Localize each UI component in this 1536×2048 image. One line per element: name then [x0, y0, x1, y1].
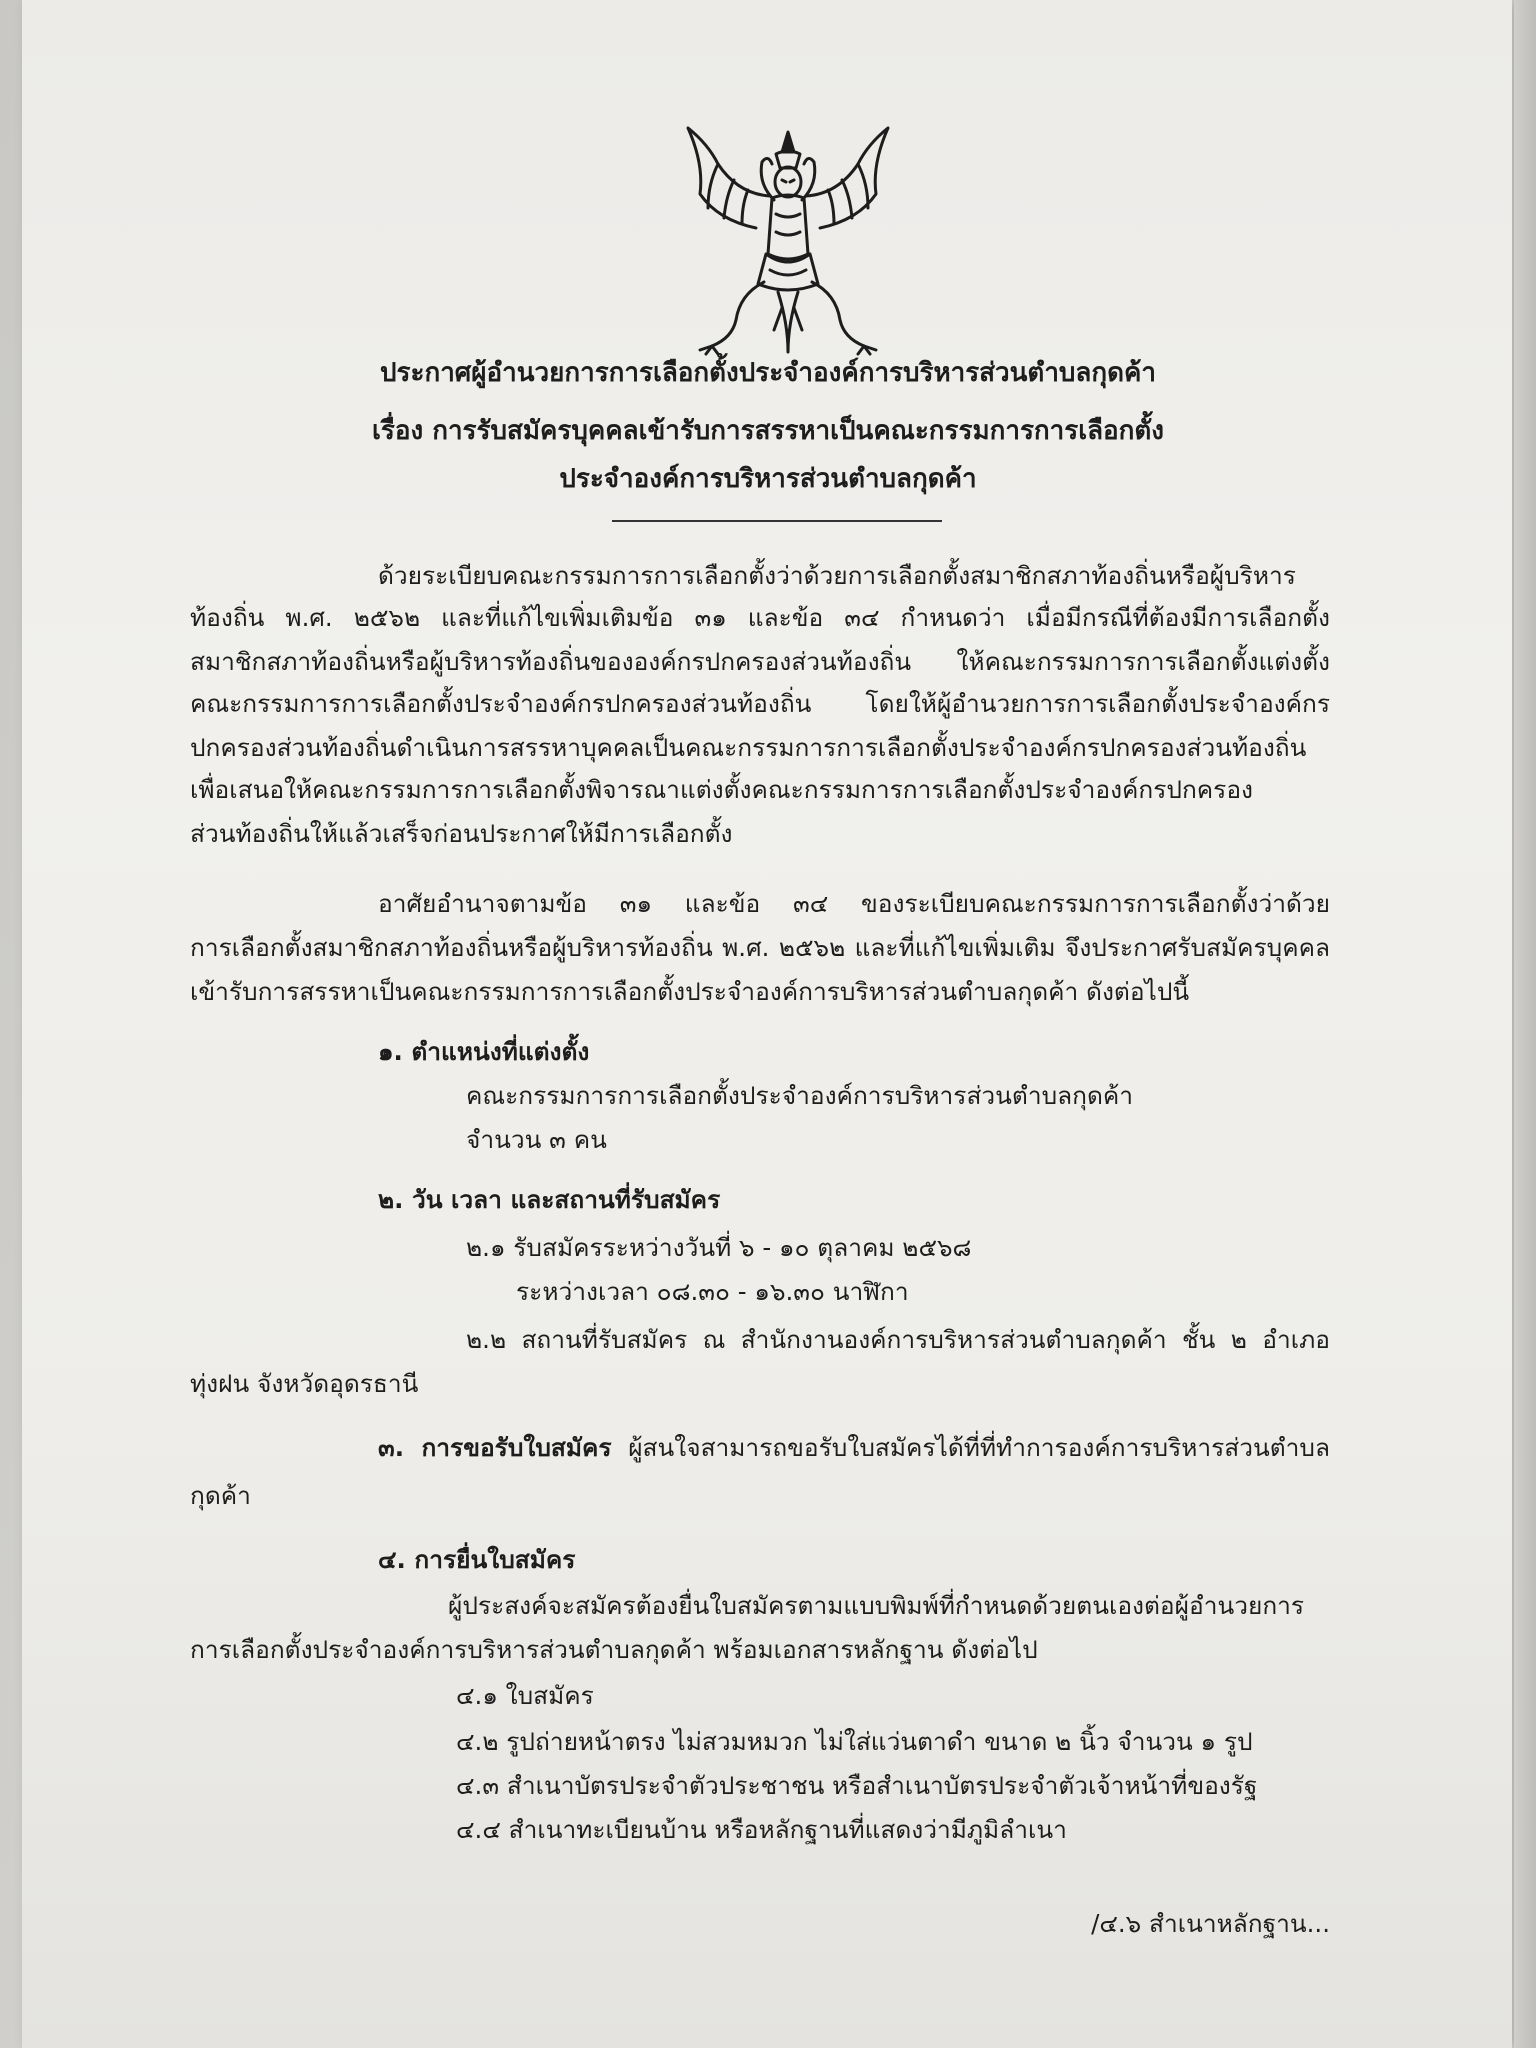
para1-line: สมาชิกสภาท้องถิ่นหรือผู้บริหารท้องถิ่นขององค์กรปกครองส่วนท้องถิ่น ให้คณะกรรมการการเลือกตั้งแต่งตั้ง — [190, 647, 1330, 676]
section3-text-cont: กุดค้า — [190, 1481, 251, 1510]
section4-intro: ผู้ประสงค์จะสมัครต้องยื่นใบสมัครตามแบบพิมพ์ที่กำหนดด้วยตนเองต่อผู้อำนวยการ — [448, 1591, 1305, 1620]
section1-heading: ๑. ตำแหน่งที่แต่งตั้ง — [378, 1037, 590, 1066]
section4-intro-cont: การเลือกตั้งประจำองค์การบริหารส่วนตำบลกุดค้า พร้อมเอกสารหลักฐาน ดังต่อไป — [190, 1635, 1038, 1664]
section4-heading: ๔. การยื่นใบสมัคร — [378, 1545, 576, 1574]
document-list-item: ๔.๓ สำเนาบัตรประจำตัวประชาชน หรือสำเนาบัตรประจำตัวเจ้าหน้าที่ของรัฐ — [456, 1771, 1258, 1800]
document-list-item: ๔.๔ สำเนาทะเบียนบ้าน หรือหลักฐานที่แสดงว่ามีภูมิลำเนา — [456, 1815, 1067, 1844]
para1-line: ท้องถิ่น พ.ศ. ๒๕๖๒ และที่แก้ไขเพิ่มเติมข้อ ๓๑ และข้อ ๓๔ กำหนดว่า เมื่อมีกรณีที่ต้องมีการเลือกตั้ง — [190, 603, 1330, 632]
para1-line: เพื่อเสนอให้คณะกรรมการการเลือกตั้งพิจารณาแต่งตั้งคณะกรรมการการเลือกตั้งประจำองค์กรปกครอง — [190, 775, 1254, 804]
title-line-3: ประจำองค์การบริหารส่วนตำบลกุดค้า — [559, 464, 977, 494]
para1-line: คณะกรรมการการเลือกตั้งประจำองค์กรปกครองส่วนท้องถิ่น โดยให้ผู้อำนวยการการเลือกตั้งประจำองค์กร — [190, 689, 1330, 718]
section2-location-cont: ทุ่งฝน จังหวัดอุดรธานี — [190, 1369, 419, 1398]
garuda-emblem-icon — [678, 124, 898, 356]
title-line-1: ประกาศผู้อำนวยการการเลือกตั้งประจำองค์การบริหารส่วนตำบลกุดค้า — [380, 358, 1156, 388]
title-divider — [612, 520, 942, 522]
title-line-2: เรื่อง การรับสมัครบุคคลเข้ารับการสรรหาเป็นคณะกรรมการการเลือกตั้ง — [372, 416, 1164, 446]
section1-count: จำนวน ๓ คน — [466, 1125, 607, 1154]
para1-line: ด้วยระเบียบคณะกรรมการการเลือกตั้งว่าด้วยการเลือกตั้งสมาชิกสภาท้องถิ่นหรือผู้บริหาร — [378, 561, 1296, 590]
section3-text: ผู้สนใจสามารถขอรับใบสมัครได้ที่ที่ทำการองค์การบริหารส่วนตำบล — [611, 1433, 1330, 1462]
para2-line: การเลือกตั้งสมาชิกสภาท้องถิ่นหรือผู้บริหารท้องถิ่น พ.ศ. ๒๕๖๒ และที่แก้ไขเพิ่มเติม จึงประกาศรับสมัครบุคคล — [190, 933, 1330, 962]
para1-line: ส่วนท้องถิ่นให้แล้วเสร็จก่อนประกาศให้มีการเลือกตั้ง — [190, 819, 733, 848]
section2-dates: ๒.๑ รับสมัครระหว่างวันที่ ๖ - ๑๐ ตุลาคม ๒๕๖๘ — [466, 1233, 972, 1262]
para1-line: ปกครองส่วนท้องถิ่นดำเนินการสรรหาบุคคลเป็นคณะกรรมการการเลือกตั้งประจำองค์กรปกครองส่วนท้องถิ่น — [190, 733, 1307, 762]
document-list-item: ๔.๒ รูปถ่ายหน้าตรง ไม่สวมหมวก ไม่ใส่แว่นตาดำ ขนาด ๒ นิ้ว จำนวน ๑ รูป — [456, 1727, 1253, 1756]
page-continuation: /๔.๖ สำเนาหลักฐาน... — [1091, 1909, 1330, 1938]
section2-heading: ๒. วัน เวลา และสถานที่รับสมัคร — [378, 1185, 721, 1214]
para2-line: อาศัยอำนาจตามข้อ ๓๑ และข้อ ๓๔ ของระเบียบคณะกรรมการการเลือกตั้งว่าด้วย — [378, 889, 1330, 918]
section2-time: ระหว่างเวลา ๐๘.๓๐ - ๑๖.๓๐ นาฬิกา — [516, 1277, 909, 1306]
section3-line — [378, 1430, 1330, 1466]
para2-line: เข้ารับการสรรหาเป็นคณะกรรมการการเลือกตั้งประจำองค์การบริหารส่วนตำบลกุดค้า ดังต่อไปนี้ — [190, 977, 1190, 1006]
section3-heading: ๓. การขอรับใบสมัคร — [378, 1433, 612, 1462]
section1-position: คณะกรรมการการเลือกตั้งประจำองค์การบริหารส่วนตำบลกุดค้า — [466, 1081, 1134, 1110]
section2-location: ๒.๒ สถานที่รับสมัคร ณ สำนักงานองค์การบริหารส่วนตำบลกุดค้า ชั้น ๒ อำเภอ — [466, 1325, 1330, 1354]
document-list-item: ๔.๑ ใบสมัคร — [456, 1681, 594, 1710]
